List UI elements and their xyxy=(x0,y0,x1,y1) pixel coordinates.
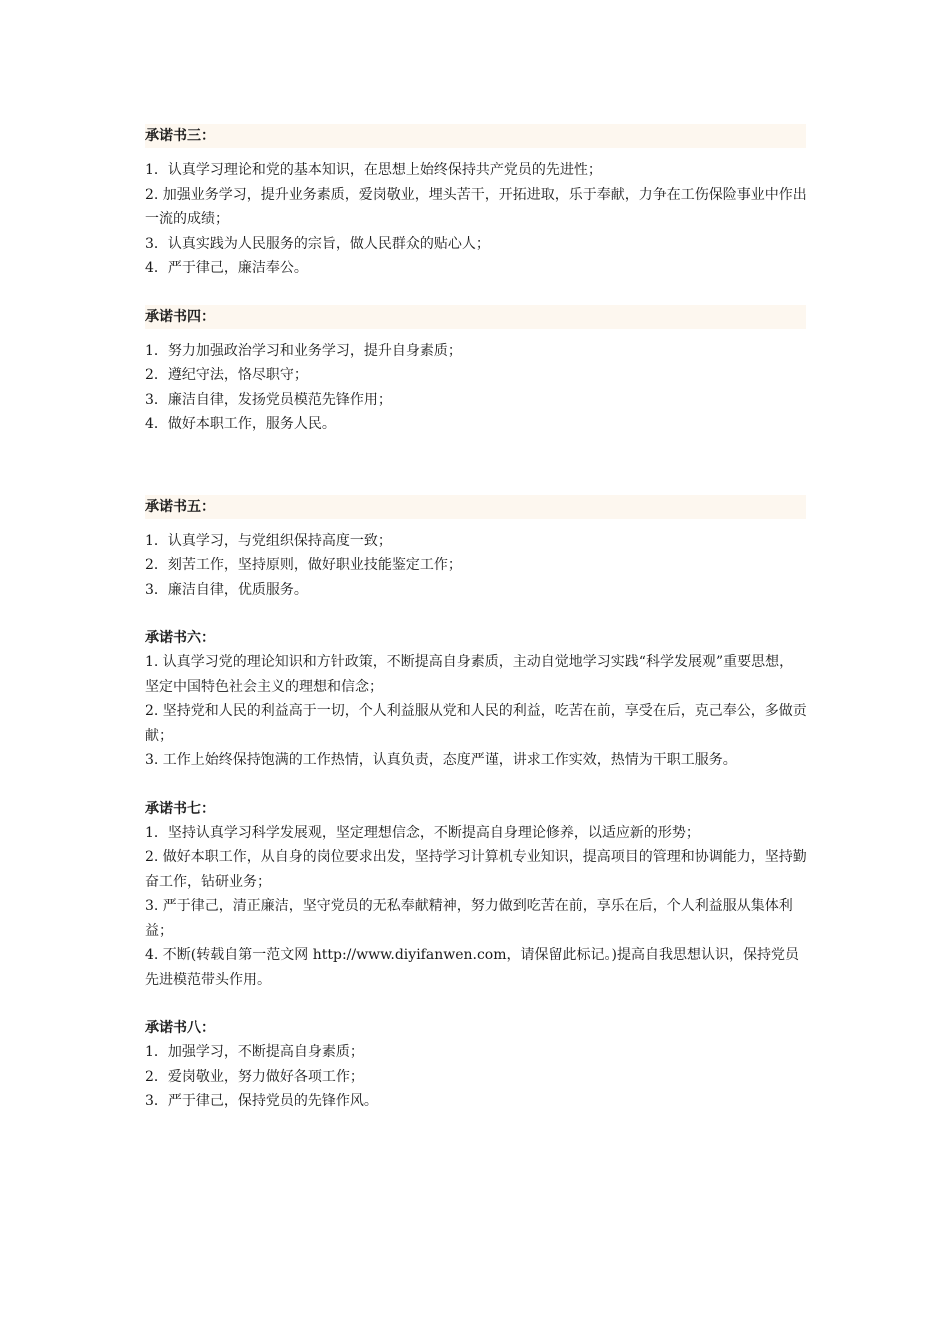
section-heading: 承诺书四： xyxy=(145,305,806,329)
list-item: 1．认真学习，与党组织保持高度一致； xyxy=(145,532,392,549)
document-page xyxy=(145,124,825,1114)
list-item: 1. 认真学习党的理论知识和方针政策，不断提高自身素质，主动自觉地学习实践“科学发展观”重要思想，坚定中国特色社会主义的理想和信念； xyxy=(145,654,794,695)
list-item: 2. 加强业务学习，提升业务素质，爱岗敬业，埋头苦干，开拓进取，乐于奉献，力争在工伤保险事业中作出一流的成绩； xyxy=(145,186,807,227)
spacer xyxy=(145,437,825,495)
list-item: 2. 做好本职工作，从自身的岗位要求出发，坚持学习计算机专业知识，提高项目的管理和协调能力，坚持勤奋工作，钻研业务； xyxy=(145,849,807,890)
section-pledge-8 xyxy=(145,1016,825,1114)
section-pledge-5 xyxy=(145,495,825,603)
list-item: 1．加强学习，不断提高自身素质； xyxy=(145,1044,364,1060)
list-item: 1．努力加强政治学习和业务学习，提升自身素质； xyxy=(145,342,462,359)
list-item: 3. 工作上始终保持饱满的工作热情，认真负责，态度严谨，讲求工作实效，热情为干职工服务。 xyxy=(145,752,737,768)
list-item: 4. 不断(转载自第一范文网 http://www.diyifanwen.com，请保留此标记。)提高自我思想认识，保持党员先进模范带头作用。 xyxy=(145,947,799,988)
section-heading: 承诺书八： xyxy=(145,1020,215,1036)
list-item: 2．爱岗敬业，努力做好各项工作； xyxy=(145,1068,364,1085)
list-item: 1．坚持认真学习科学发展观，坚定理想信念，不断提高自身理论修养，以适应新的形势； xyxy=(145,824,700,841)
section-heading: 承诺书七： xyxy=(145,800,215,817)
section-heading: 承诺书六： xyxy=(145,630,215,646)
list-item: 1．认真学习理论和党的基本知识，在思想上始终保持共产党员的先进性； xyxy=(145,162,602,178)
spacer xyxy=(145,773,825,797)
list-item: 4．做好本职工作，服务人民。 xyxy=(145,416,336,432)
spacer xyxy=(145,602,825,626)
list-item: 3．严于律己，保持党员的先锋作风。 xyxy=(145,1093,378,1109)
spacer xyxy=(145,992,825,1016)
section-pledge-3 xyxy=(145,124,825,281)
section-pledge-4 xyxy=(145,305,825,437)
list-item: 3．廉洁自律，发扬党员模范先锋作用； xyxy=(145,391,392,408)
list-item: 4．严于律己，廉洁奉公。 xyxy=(145,260,308,276)
list-item: 2. 坚持党和人民的利益高于一切，个人利益服从党和人民的利益，吃苦在前，享受在后，克己奉公，多做贡献； xyxy=(145,703,807,744)
list-item: 2．遵纪守法，恪尽职守； xyxy=(145,367,308,383)
list-item: 2．刻苦工作，坚持原则，做好职业技能鉴定工作； xyxy=(145,557,462,573)
list-item: 3．廉洁自律，优质服务。 xyxy=(145,581,308,598)
spacer xyxy=(145,281,825,305)
section-heading: 承诺书五： xyxy=(145,495,806,519)
section-heading: 承诺书三： xyxy=(145,124,806,148)
list-item: 3. 严于律己，清正廉洁，坚守党员的无私奉献精神，努力做到吃苦在前，享乐在后，个人利益服从集体利益； xyxy=(145,898,793,939)
list-item: 3．认真实践为人民服务的宗旨，做人民群众的贴心人； xyxy=(145,235,490,252)
section-pledge-6 xyxy=(145,626,825,773)
section-pledge-7 xyxy=(145,797,825,993)
